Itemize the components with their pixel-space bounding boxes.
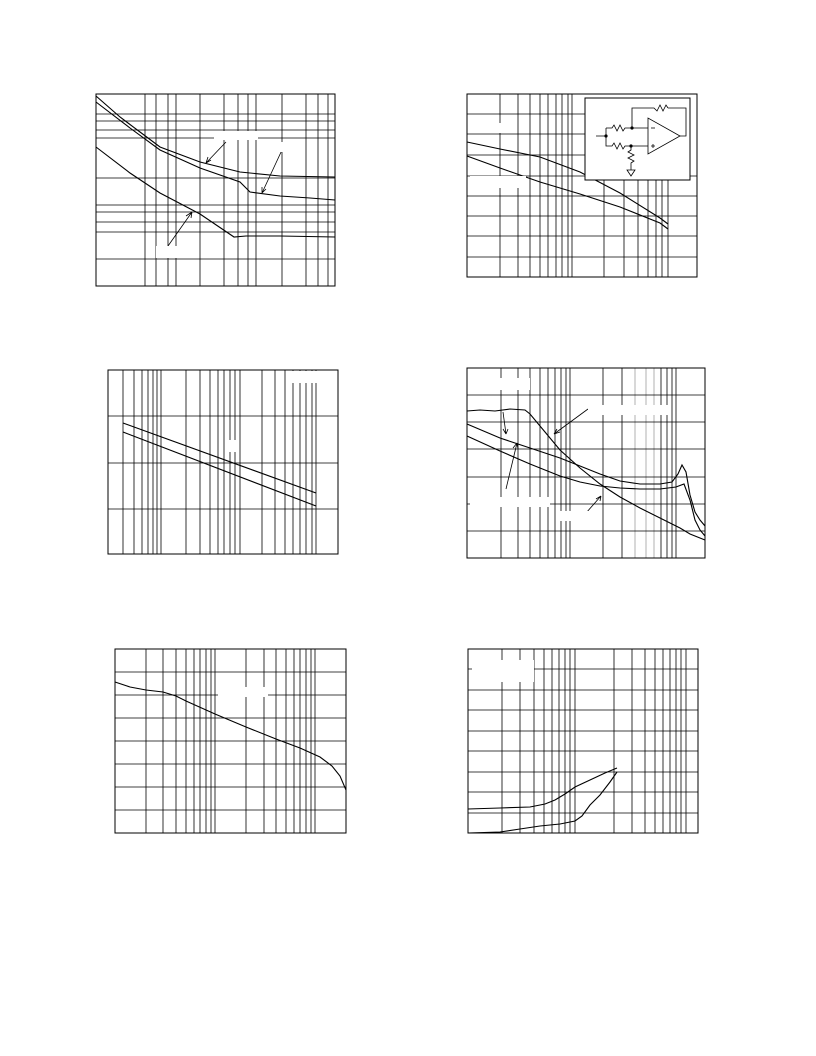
chart-1-series-3 [96, 147, 335, 237]
node-dot-3 [629, 144, 632, 147]
chart-4-callout-arrow-1 [554, 409, 588, 434]
chart-3-grid [108, 370, 338, 554]
chart-3-series-1 [123, 423, 316, 493]
chart-2-inset-schematic [585, 98, 690, 180]
chart-6-series-2 [468, 772, 617, 833]
chart-1 [96, 94, 335, 286]
chart-4 [467, 368, 705, 558]
chart-4-series-2 [467, 424, 705, 526]
node-dot-2 [630, 126, 633, 129]
chart-5 [115, 649, 346, 833]
chart-4-callout-arrow-2 [503, 412, 508, 434]
chart-5-grid [115, 649, 346, 833]
chart-4-grid [467, 368, 705, 558]
chart-3-series-2 [123, 432, 316, 506]
chart-1-callout-arrow-3 [168, 212, 192, 246]
chart-1-grid [96, 94, 335, 286]
label-mask-areas [156, 123, 668, 697]
chart-4-frame [467, 368, 705, 558]
chart-3 [108, 370, 338, 554]
chart-1-callout-arrow-1 [206, 142, 226, 163]
node-dot-1 [604, 134, 607, 137]
chart-1-callout-arrow-2 [262, 150, 282, 193]
chart-6-series-1 [468, 768, 617, 809]
chart-3-frame [108, 370, 338, 554]
chart-4-callout-arrow-3 [506, 443, 518, 489]
chart-4-callout-arrow-4 [586, 496, 601, 513]
chart-1-frame [96, 94, 335, 286]
